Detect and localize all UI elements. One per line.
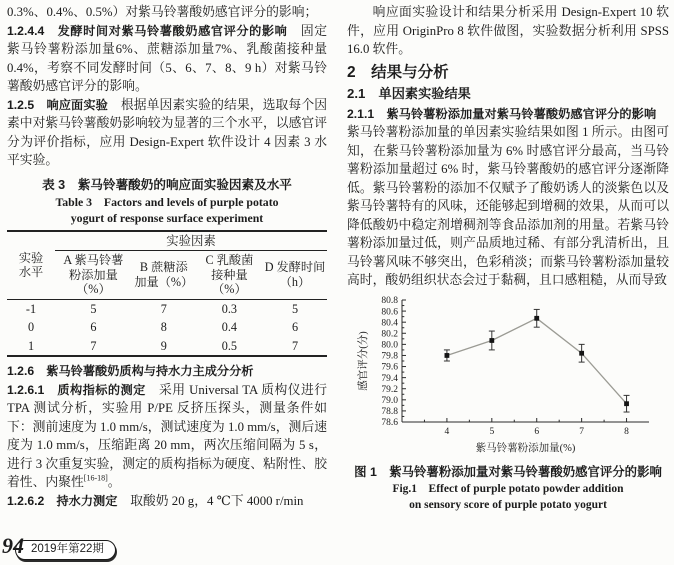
figure-1	[347, 292, 669, 514]
figure-1-caption-zh: 图 1 紫马铃薯粉添加量对紫马铃薯酸奶感官评分的影响	[354, 465, 662, 479]
svg-text:80.2: 80.2	[381, 328, 398, 339]
inline-heading: 1.2.6.1 质构指标的测定	[7, 382, 146, 397]
text-segment: 采用 Universal TA 质构仪进行 TPA 测试分析，实验用 P/PE 反挤压探头，测量条件如下：测前速度为 1.0 mm/s，测试速度为 1.0 mm/s，测后速度为 1.0 mm/s，压缩距离 20 mm，两次压缩间隔为 5 s，进行 3 次重复实验，测定的质构指标为硬度、粘附性、胶着性、内聚性	[7, 382, 327, 489]
table-3-block	[7, 177, 327, 358]
right-paragraphs-top	[347, 3, 669, 59]
inline-heading: 2.1.1 紫马铃薯粉添加量对紫马铃薯酸奶感官评分的影响	[347, 106, 657, 121]
table-spanner-cell: 实验因素	[55, 231, 327, 251]
page-number: 94	[2, 533, 24, 558]
svg-text:79.2: 79.2	[381, 384, 398, 395]
inline-heading: 1.2.4.4 发酵时间对紫马铃薯酸奶感官评分的影响	[7, 23, 288, 38]
issue-label: 2019年第22期	[31, 543, 104, 555]
svg-text:7: 7	[579, 426, 585, 437]
table-row	[7, 299, 327, 318]
svg-text:感官评分(分): 感官评分(分)	[358, 330, 369, 391]
svg-text:79.8: 79.8	[381, 351, 398, 362]
table-col-header: D 发酵时间 （h）	[263, 251, 327, 300]
svg-text:79.4: 79.4	[381, 373, 398, 384]
table-cell: 7	[90, 338, 97, 353]
table-cell: 0.5	[221, 338, 237, 353]
table-cell: -1	[25, 301, 37, 316]
right-column	[347, 3, 669, 513]
table-title-zh: 表 3 紫马铃薯酸奶的响应面实验因素及水平	[42, 177, 292, 192]
right-paragraphs-body	[347, 105, 669, 290]
svg-text:79.0: 79.0	[381, 395, 398, 406]
svg-text:5: 5	[489, 426, 495, 437]
inline-heading: 1.2.5 响应面实验	[7, 97, 108, 112]
table-header-row	[7, 251, 327, 300]
text-segment: 0.3%、0.4%、0.5%）对紫马铃薯酸奶感官评分的影响；	[7, 5, 318, 19]
table-col-header: B 蔗糖添 加量（%）	[132, 251, 196, 300]
paragraph	[347, 105, 669, 290]
table-cell: 9	[160, 338, 167, 353]
figure-1-caption-en-line2: on sensory score of purple potato yogurt	[409, 499, 607, 511]
sensory-score-line-chart	[355, 292, 661, 458]
table-cell: 1	[27, 338, 35, 353]
left-paragraphs	[7, 3, 327, 170]
text-segment: 。	[107, 475, 121, 489]
svg-text:78.8: 78.8	[381, 406, 398, 417]
svg-text:80.4: 80.4	[381, 317, 398, 328]
svg-text:8: 8	[624, 426, 629, 437]
table-title-en-line1: Table 3 Factors and levels of purple potato	[55, 194, 279, 209]
table-cell: 6	[291, 320, 299, 334]
issue-pill	[15, 540, 116, 560]
paragraph	[7, 3, 327, 22]
citation-superscript: [16-18]	[83, 473, 108, 483]
svg-text:80.0: 80.0	[381, 340, 398, 351]
table-stub-header: 实验 水平	[7, 231, 55, 300]
factors-levels-table	[7, 230, 327, 358]
svg-text:4: 4	[444, 426, 450, 437]
table-spanner-row	[7, 231, 327, 251]
table-cell: 5	[291, 301, 299, 316]
table-cell: 0	[27, 320, 35, 334]
text-segment: 根据单因素实验的结果，选取每个因素中对紫马铃薯酸奶影响较为显著的三个水平，以感官评分为评价指标，应用 Design-Expert 软件设计 4 因素 3 水平实验。	[7, 97, 328, 167]
left-paragraphs-after	[7, 362, 327, 510]
svg-text:6: 6	[534, 426, 540, 437]
figure-1-caption-en-line1: Fig.1 Effect of purple potato powder addition	[392, 483, 624, 495]
svg-text:80.6: 80.6	[381, 306, 398, 317]
figure-1-chart	[347, 292, 669, 464]
text-segment: 固定紫马铃薯粉添加量6%、蔗糖添加量7%、乳酸菌接种量0.4%，考察不同发酵时间（5、6、7、8、9 h）对紫马铃薯酸奶感官评分的影响。	[7, 23, 328, 93]
table-col-header: C 乳酸菌 接种量 （%）	[196, 251, 263, 300]
paragraph	[7, 362, 327, 381]
inline-heading: 1.2.6.2 持水力测定	[7, 493, 118, 508]
table-cell: 7	[160, 301, 167, 316]
paragraph	[347, 3, 669, 59]
table-cell: 8	[160, 320, 167, 334]
section-heading-results: 2 结果与分析	[347, 63, 449, 81]
table-cell: 5	[90, 301, 97, 316]
paragraph	[7, 492, 327, 511]
table-cell: 6	[90, 320, 97, 334]
svg-text:80.8: 80.8	[381, 295, 398, 306]
svg-text:78.6: 78.6	[381, 417, 398, 428]
table-cell: 7	[291, 338, 299, 353]
table-title-en-line2: yogurt of response surface experiment	[70, 210, 264, 225]
left-column	[7, 3, 327, 510]
inline-heading: 1.2.6 紫马铃薯酸奶质构与持水力主成分分析	[7, 364, 254, 378]
page-footer	[2, 535, 116, 560]
paragraph	[7, 381, 327, 492]
paragraph	[7, 96, 327, 170]
text-segment: 紫马铃薯粉添加量的单因素实验结果如图 1 所示。由图可知，在紫马铃薯粉添加量为 6% 时感官评分最高，当马铃薯粉添加量超过 6% 时，紫马铃薯酸奶的感官评分逐渐降低。紫马铃薯粉的添加不仅赋予了酸奶诱人的淡紫色以及紫马铃薯特有的风味，还能够起到增稠的效果，从而可以降低酸奶中稳定剂增稠剂等食品添加剂的用量。若紫马铃薯粉添加量过低，则产品质地过稀、有部分乳清析出，且马铃薯风味不够突出，色彩稍淡；而紫马铃薯粉添加量较高时，酸奶组织状态会过于黏稠，且口感粗糙，从而导致	[347, 106, 669, 287]
table-cell: 0.4	[221, 320, 237, 334]
table-col-header: A 紫马铃薯 粉添加量 （%）	[55, 251, 132, 300]
svg-text:紫马铃薯粉添加量(%): 紫马铃薯粉添加量(%)	[475, 442, 576, 454]
table-cell: 0.3	[221, 301, 237, 316]
text-segment: 取酸奶 20 g，4 ℃下 4000 r/min	[117, 493, 304, 508]
table-row	[7, 337, 327, 357]
paragraph	[7, 22, 327, 96]
section-heading-single-factor: 2.1 单因素实验结果	[347, 85, 471, 101]
svg-text:79.6: 79.6	[381, 362, 398, 373]
table-row	[7, 318, 327, 337]
text-segment: 响应面实验设计和结果分析采用 Design-Expert 10 软件，应用 OriginPro 8 软件做图，实验数据分析利用 SPSS 16.0 软件。	[347, 5, 669, 56]
